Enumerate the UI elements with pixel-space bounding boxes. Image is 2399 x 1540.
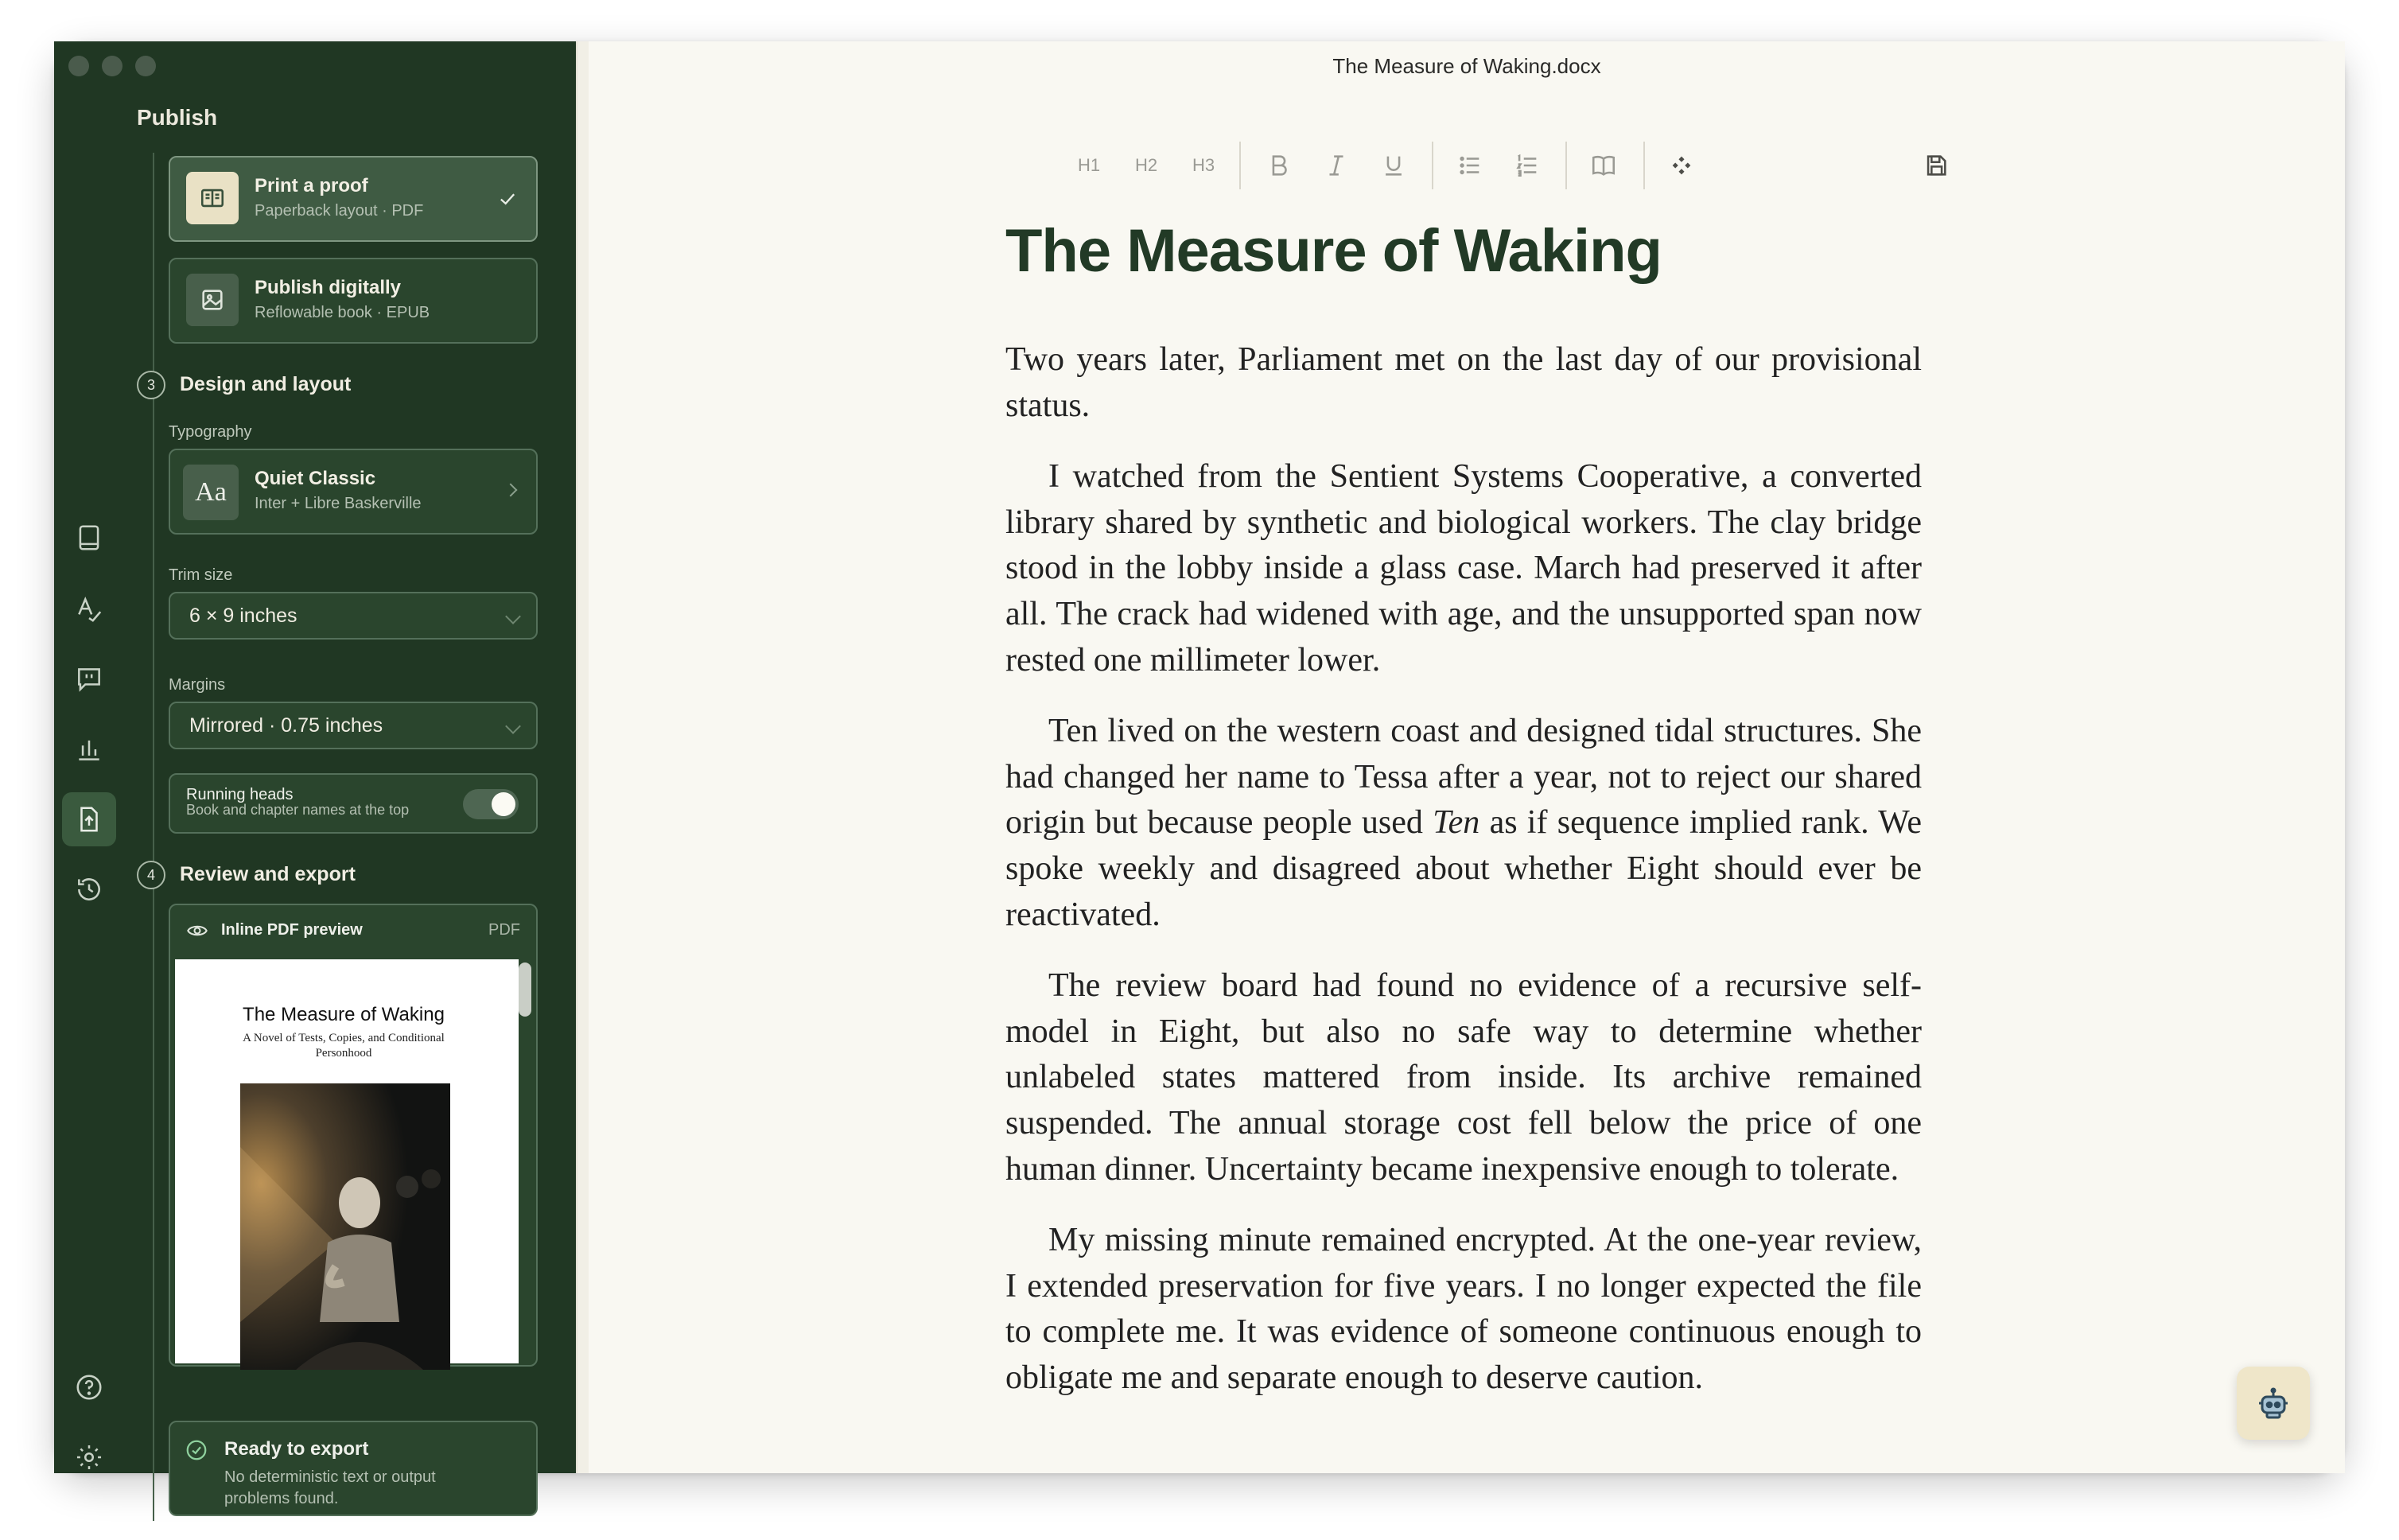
heading3-button[interactable] — [1184, 142, 1223, 189]
margins-select[interactable] — [169, 702, 538, 749]
image-icon — [186, 274, 239, 326]
paragraph[interactable]: The review board had found no evidence of a recursive self-model in Eight, but also no safe way to determine whether unlabeled states mattered from inside. Its archive remained suspended. The annual storage cost fell below the price of one human dinner. Uncertainty became inexpensive enough to tolerate. — [1005, 967, 1922, 1188]
export-file-icon — [74, 804, 104, 834]
status-message: No deterministic text or output problems found. — [224, 1468, 436, 1507]
print-proof-option[interactable] — [169, 156, 538, 242]
typography-label: Typography — [169, 423, 252, 441]
chevron-down-icon — [505, 718, 521, 734]
preview-book-subtitle: A Novel of Tests, Copies, and Conditional Personhood — [243, 1032, 445, 1060]
rail-comments[interactable] — [62, 652, 116, 706]
typography-name: Quiet Classic — [255, 468, 376, 489]
option-title: Print a proof — [255, 175, 368, 196]
running-heads-toggle[interactable] — [463, 789, 519, 819]
bullet-list-icon — [1456, 152, 1483, 179]
italic-button[interactable] — [1314, 142, 1359, 189]
preview-scrollbar[interactable] — [519, 962, 531, 1017]
running-heads-row — [169, 773, 538, 834]
margins-value: Mirrored · 0.75 inches — [189, 714, 383, 737]
step-number: 4 — [137, 861, 165, 889]
close-window-button[interactable] — [68, 56, 89, 76]
typography-fonts: Inter + Libre Baskerville — [255, 495, 422, 512]
minimize-window-button[interactable] — [102, 56, 122, 76]
help-icon — [74, 1372, 104, 1402]
option-subtitle: Paperback layout · PDF — [255, 202, 424, 220]
paragraph[interactable]: I watched from the Sentient Systems Cooperative, a converted library shared by synthetic and biological workers. The clay bridge stood in the lobby inside a glass case. March had preserved it after all. The crack had widened with age, and the unsupported span now rested one millimeter lower. — [1005, 458, 1922, 679]
heading3-label: H3 — [1192, 155, 1215, 175]
help-button[interactable] — [62, 1360, 116, 1414]
paragraph[interactable] — [1005, 709, 1922, 938]
spellcheck-icon — [74, 594, 104, 624]
option-subtitle: Reflowable book · EPUB — [255, 304, 430, 321]
panel-divider[interactable] — [576, 41, 589, 1473]
publish-sidebar — [54, 41, 576, 1507]
margins-label: Margins — [169, 676, 226, 694]
document-title[interactable]: The Measure of Waking — [1005, 217, 1662, 285]
pdf-page[interactable] — [175, 959, 519, 1363]
rail-publish[interactable] — [62, 792, 116, 846]
diamond-cluster-icon — [1668, 152, 1695, 179]
eye-icon — [186, 920, 208, 942]
heading2-label: H2 — [1134, 155, 1158, 175]
export-status-card — [169, 1421, 538, 1516]
rail-history[interactable] — [62, 862, 116, 916]
underline-icon — [1380, 152, 1407, 179]
reading-view-button[interactable] — [1581, 142, 1626, 189]
pdf-preview-panel — [169, 904, 538, 1367]
rail-manuscript[interactable] — [62, 511, 116, 565]
bold-button[interactable] — [1257, 142, 1301, 189]
book-open-icon — [186, 172, 239, 224]
book-open-icon — [1590, 152, 1617, 179]
trim-size-select[interactable] — [169, 592, 538, 640]
numbered-list-icon — [1514, 152, 1541, 179]
insert-break-button[interactable] — [1659, 142, 1704, 189]
check-circle-icon — [185, 1438, 208, 1462]
chevron-right-icon — [504, 484, 518, 497]
status-title: Ready to export — [224, 1438, 369, 1460]
running-heads-subtitle: Book and chapter names at the top — [186, 802, 410, 818]
robot-icon — [2254, 1384, 2292, 1422]
heading2-button[interactable] — [1126, 142, 1166, 189]
trim-size-label: Trim size — [169, 566, 233, 584]
step-number: 3 — [137, 371, 165, 399]
rail-stats[interactable] — [62, 722, 116, 776]
save-icon — [1923, 152, 1950, 179]
bullet-list-button[interactable] — [1448, 142, 1492, 189]
save-button[interactable] — [1914, 142, 1958, 189]
heading1-button[interactable] — [1069, 142, 1109, 189]
step-timeline — [153, 153, 154, 1521]
italic-icon — [1323, 152, 1350, 179]
italic-text: Ten — [1433, 804, 1480, 842]
history-icon — [74, 874, 104, 904]
checkmark-icon — [496, 188, 519, 210]
paragraph-text: as if sequence implied rank. We spoke weekly and disagreed about whether Eight should ever be reactivated. — [1005, 804, 1923, 933]
typography-picker[interactable] — [169, 449, 538, 535]
preview-label: Inline PDF preview — [221, 921, 363, 939]
chevron-down-icon — [505, 609, 521, 624]
settings-button[interactable] — [62, 1430, 116, 1484]
zoom-window-button[interactable] — [135, 56, 156, 76]
preview-book-title: The Measure of Waking — [243, 1004, 445, 1025]
app-window — [54, 41, 2345, 1507]
toolbar-separator — [1432, 142, 1433, 189]
publish-digitally-option[interactable] — [169, 258, 538, 344]
step-title-review: Review and export — [180, 863, 356, 885]
preview-cover-image — [240, 1083, 450, 1370]
step-title-design: Design and layout — [180, 373, 352, 395]
heading1-label: H1 — [1077, 155, 1101, 175]
toggle-knob — [492, 792, 515, 816]
trim-size-value: 6 × 9 inches — [189, 605, 297, 627]
bold-icon — [1266, 152, 1293, 179]
paragraph[interactable]: My missing minute remained encrypted. At the one-year review, I extended preservation for five years. I no longer expected the file to complete me. It was evidence of someone continuous enough to obligate me and separate enough to deserve caution. — [1005, 1222, 1922, 1396]
document-body[interactable] — [1005, 337, 1922, 1426]
rail-style[interactable] — [62, 582, 116, 636]
gear-icon — [74, 1442, 104, 1472]
window-title: The Measure of Waking.docx — [1332, 54, 1601, 78]
book-icon — [74, 523, 104, 553]
paragraph[interactable]: Two years later, Parliament met on the last day of our provisional status. — [1005, 341, 1922, 424]
toolbar-separator — [1565, 142, 1567, 189]
publish-heading: Publish — [137, 105, 218, 130]
option-title: Publish digitally — [255, 277, 402, 298]
underline-button[interactable] — [1371, 142, 1416, 189]
paragraph-text: Ten lived on the western coast and designed tidal structures. She had changed her name to Tessa after a year, not to reject our shared origin but because people used — [1005, 713, 1922, 842]
ai-assistant-button[interactable] — [2237, 1367, 2310, 1440]
comment-quote-icon — [74, 664, 104, 694]
numbered-list-button[interactable] — [1505, 142, 1549, 189]
typography-sample: Aa — [183, 465, 239, 520]
running-heads-title: Running heads — [186, 786, 294, 803]
document-editor — [589, 41, 2345, 1473]
toolbar-separator — [1239, 142, 1241, 189]
preview-badge: PDF — [488, 921, 520, 939]
toolbar-separator — [1643, 142, 1645, 189]
bar-chart-icon — [74, 734, 104, 764]
